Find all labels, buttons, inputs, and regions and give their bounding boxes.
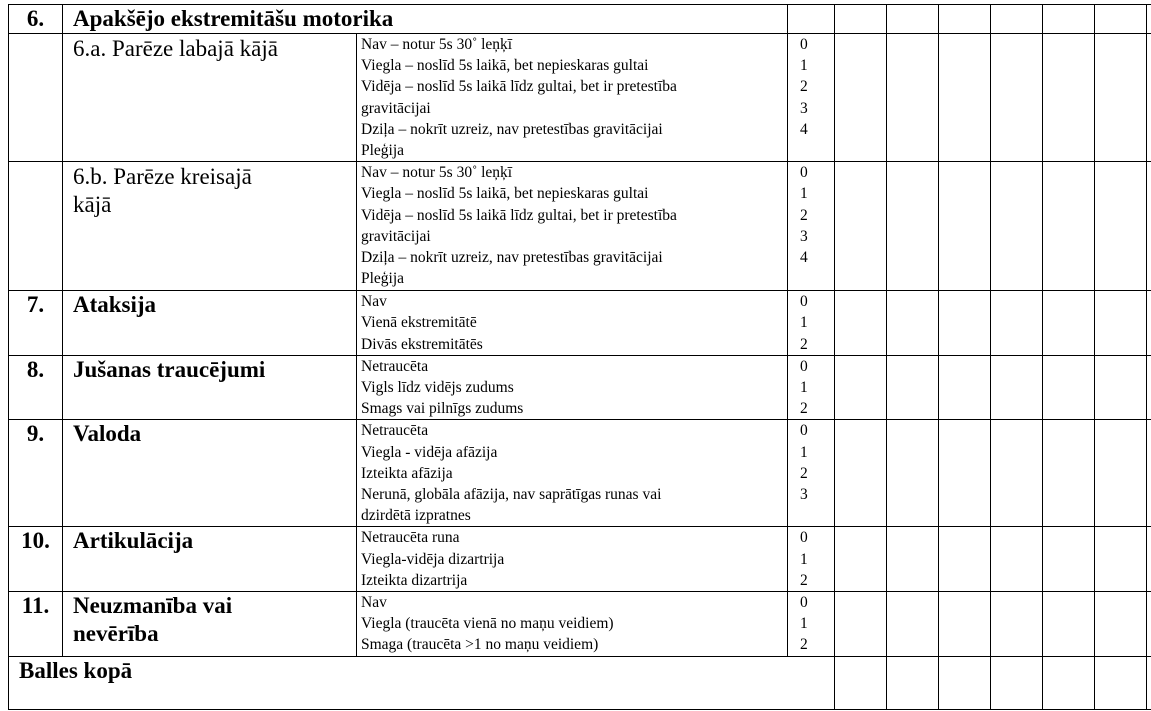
option-text: Vienā ekstremitātē: [361, 314, 477, 332]
entry-cell[interactable]: [887, 291, 939, 356]
entry-cell[interactable]: [1147, 355, 1151, 420]
table-row: [9, 5, 1151, 34]
score-list: [788, 291, 835, 356]
score-value: 0: [800, 357, 808, 375]
option-text: Smags vai pilnīgs zudums: [361, 400, 524, 418]
entry-cell[interactable]: [1043, 592, 1095, 657]
score-value: 0: [800, 293, 808, 311]
option-list: [357, 592, 788, 657]
table-row: [9, 162, 1151, 291]
entry-cell[interactable]: [1043, 5, 1095, 34]
total-entry-cell[interactable]: [939, 656, 991, 709]
option-text: Viegla – noslīd 5s laikā, bet nepieskaras gultai: [361, 57, 649, 75]
score-list: [788, 162, 835, 291]
entry-cell[interactable]: [1095, 291, 1147, 356]
option-list: [357, 355, 788, 420]
entry-cell[interactable]: [991, 162, 1043, 291]
total-entry-cell[interactable]: [835, 656, 887, 709]
item-number-empty: [9, 34, 63, 162]
item-title: Apakšējo ekstremitāšu motorika: [63, 5, 788, 34]
option-text: Vidēja – noslīd 5s laikā līdz gultai, bet ir pretestība: [361, 78, 677, 96]
table-row: [9, 34, 1151, 162]
option-text: Smaga (traucēta >1 no maņu veidiem): [361, 636, 599, 654]
entry-cell[interactable]: [991, 592, 1043, 657]
score-value: 3: [800, 99, 808, 117]
score-value: 1: [800, 550, 808, 568]
table-row: [9, 420, 1151, 527]
item-number: 8.: [9, 355, 63, 420]
sub-item-title-line: 6.b. Parēze kreisajā: [73, 164, 252, 190]
option-list: [357, 420, 788, 527]
entry-cell[interactable]: [991, 527, 1043, 592]
entry-cell[interactable]: [1095, 5, 1147, 34]
option-text: Pleģija: [361, 270, 405, 288]
option-text: gravitācijai: [361, 99, 431, 117]
table-row: [9, 592, 1151, 657]
entry-cell[interactable]: [1043, 355, 1095, 420]
score-value: 0: [800, 164, 808, 182]
entry-cell[interactable]: [939, 34, 991, 162]
item-title: [63, 592, 357, 657]
score-value: 1: [800, 57, 808, 75]
entry-cell[interactable]: [939, 355, 991, 420]
score-value: 0: [800, 422, 808, 440]
entry-cell[interactable]: [835, 5, 887, 34]
entry-cell[interactable]: [1095, 355, 1147, 420]
score-value: 3: [800, 227, 808, 245]
entry-cell[interactable]: [835, 162, 887, 291]
score-value: 3: [800, 486, 808, 504]
table-row-total: [9, 656, 1151, 709]
entry-cell[interactable]: [1043, 162, 1095, 291]
option-list: [357, 527, 788, 592]
score-value: 1: [800, 314, 808, 332]
entry-cell[interactable]: [1095, 527, 1147, 592]
entry-cell[interactable]: [1043, 34, 1095, 162]
option-text: Netraucēta: [361, 422, 429, 440]
entry-cell[interactable]: [887, 592, 939, 657]
score-list: [788, 34, 835, 162]
entry-cell[interactable]: [991, 355, 1043, 420]
sub-item-title: 6.a. Parēze labajā kājā: [63, 34, 357, 162]
entry-cell[interactable]: [939, 592, 991, 657]
option-text: gravitācijai: [361, 227, 431, 245]
entry-cell[interactable]: [887, 34, 939, 162]
entry-cell[interactable]: [939, 527, 991, 592]
option-text: Nav – notur 5s 30˚ leņķī: [361, 164, 513, 182]
score-value: 1: [800, 615, 808, 633]
option-text: Vidēja – noslīd 5s laikā līdz gultai, bet ir pretestība: [361, 206, 677, 224]
entry-cell[interactable]: [1095, 592, 1147, 657]
score-list: [788, 355, 835, 420]
entry-cell[interactable]: [835, 34, 887, 162]
entry-cell[interactable]: [887, 162, 939, 291]
item-title: Valoda: [63, 420, 357, 527]
score-value: 2: [800, 464, 808, 482]
score-value: 1: [800, 379, 808, 397]
total-entry-cell[interactable]: [1147, 656, 1151, 709]
entry-cell[interactable]: [991, 5, 1043, 34]
option-text: dzirdētā izpratnes: [361, 507, 471, 525]
item-title: Ataksija: [63, 291, 357, 356]
item-number: 6.: [9, 5, 63, 34]
option-text: Netraucēta runa: [361, 529, 460, 547]
score-value: 0: [800, 529, 808, 547]
entry-cell[interactable]: [887, 420, 939, 527]
entry-cell[interactable]: [835, 291, 887, 356]
option-list: [357, 291, 788, 356]
option-text: Vigls līdz vidējs zudums: [361, 379, 514, 397]
score-value: 4: [800, 249, 808, 267]
score-value: 2: [800, 206, 808, 224]
entry-cell[interactable]: [1147, 34, 1151, 162]
score-list: [788, 420, 835, 527]
item-number: 11.: [9, 592, 63, 657]
total-entry-cell[interactable]: [991, 656, 1043, 709]
table-row: [9, 527, 1151, 592]
entry-cell[interactable]: [939, 291, 991, 356]
item-number: 9.: [9, 420, 63, 527]
entry-cell[interactable]: [939, 5, 991, 34]
entry-cell[interactable]: [1043, 527, 1095, 592]
entry-cell[interactable]: [939, 162, 991, 291]
option-text: Nav: [361, 293, 387, 311]
total-entry-cell[interactable]: [1043, 656, 1095, 709]
option-list: [357, 162, 788, 291]
score-value: 2: [800, 78, 808, 96]
option-text: Viegla - vidēja afāzija: [361, 443, 498, 461]
option-text: Viegla (traucēta vienā no maņu veidiem): [361, 615, 614, 633]
entry-cell[interactable]: [835, 355, 887, 420]
score-cell: [788, 5, 835, 34]
option-text: Divās ekstremitātēs: [361, 335, 483, 353]
total-entry-cell[interactable]: [1095, 656, 1147, 709]
score-list: [788, 592, 835, 657]
option-text: Izteikta dizartrija: [361, 571, 468, 589]
option-text: Netraucēta: [361, 357, 429, 375]
score-value: 1: [800, 443, 808, 461]
entry-cell[interactable]: [1095, 34, 1147, 162]
score-value: 0: [800, 594, 808, 612]
score-value: 2: [800, 400, 808, 418]
entry-cell[interactable]: [1147, 527, 1151, 592]
entry-cell[interactable]: [887, 527, 939, 592]
entry-cell[interactable]: [1147, 5, 1151, 34]
entry-cell[interactable]: [991, 420, 1043, 527]
entry-cell[interactable]: [991, 291, 1043, 356]
sub-item-title: [63, 162, 357, 291]
item-title-line: nevērība: [73, 621, 159, 647]
entry-cell[interactable]: [991, 34, 1043, 162]
entry-cell[interactable]: [1147, 420, 1151, 527]
score-value: 4: [800, 120, 808, 138]
entry-cell[interactable]: [835, 420, 887, 527]
option-list: [357, 34, 788, 162]
item-title: Artikulācija: [63, 527, 357, 592]
item-number: 10.: [9, 527, 63, 592]
score-value: 2: [800, 571, 808, 589]
option-text: Nerunā, globāla afāzija, nav saprātīgas runas vai: [361, 486, 662, 504]
option-text: Viegla – noslīd 5s laikā, bet nepieskaras gultai: [361, 185, 649, 203]
entry-cell[interactable]: [835, 527, 887, 592]
entry-cell[interactable]: [887, 355, 939, 420]
score-value: 2: [800, 335, 808, 353]
table-row: [9, 291, 1151, 356]
option-text: Nav: [361, 594, 387, 612]
total-entry-cell[interactable]: [887, 656, 939, 709]
entry-cell[interactable]: [1147, 291, 1151, 356]
option-text: Viegla-vidēja dizartrija: [361, 550, 505, 568]
option-text: Dziļa – nokrīt uzreiz, nav pretestības gravitācijai: [361, 120, 663, 138]
entry-cell[interactable]: [835, 592, 887, 657]
item-title: Jušanas traucējumi: [63, 355, 357, 420]
option-text: Dziļa – nokrīt uzreiz, nav pretestības gravitācijai: [361, 249, 663, 267]
entry-cell[interactable]: [887, 5, 939, 34]
item-number: 7.: [9, 291, 63, 356]
item-number-empty: [9, 162, 63, 291]
entry-cell[interactable]: [1147, 162, 1151, 291]
total-label: Balles kopā: [9, 656, 835, 709]
nihss-score-table: [8, 4, 1151, 710]
option-text: Nav – notur 5s 30˚ leņķī: [361, 36, 513, 53]
score-list: [788, 527, 835, 592]
score-value: 2: [800, 636, 808, 654]
entry-cell[interactable]: [1095, 162, 1147, 291]
entry-cell[interactable]: [939, 420, 991, 527]
option-text: Pleģija: [361, 142, 405, 160]
option-text: Izteikta afāzija: [361, 464, 453, 482]
entry-cell[interactable]: [1147, 592, 1151, 657]
entry-cell[interactable]: [1095, 420, 1147, 527]
score-value: 1: [800, 185, 808, 203]
score-value: 0: [800, 36, 808, 53]
item-title-line: Neuzmanība vai: [73, 593, 233, 619]
entry-cell[interactable]: [1043, 291, 1095, 356]
table-row: [9, 355, 1151, 420]
entry-cell[interactable]: [1043, 420, 1095, 527]
sub-item-title-line: kājā: [73, 192, 112, 218]
